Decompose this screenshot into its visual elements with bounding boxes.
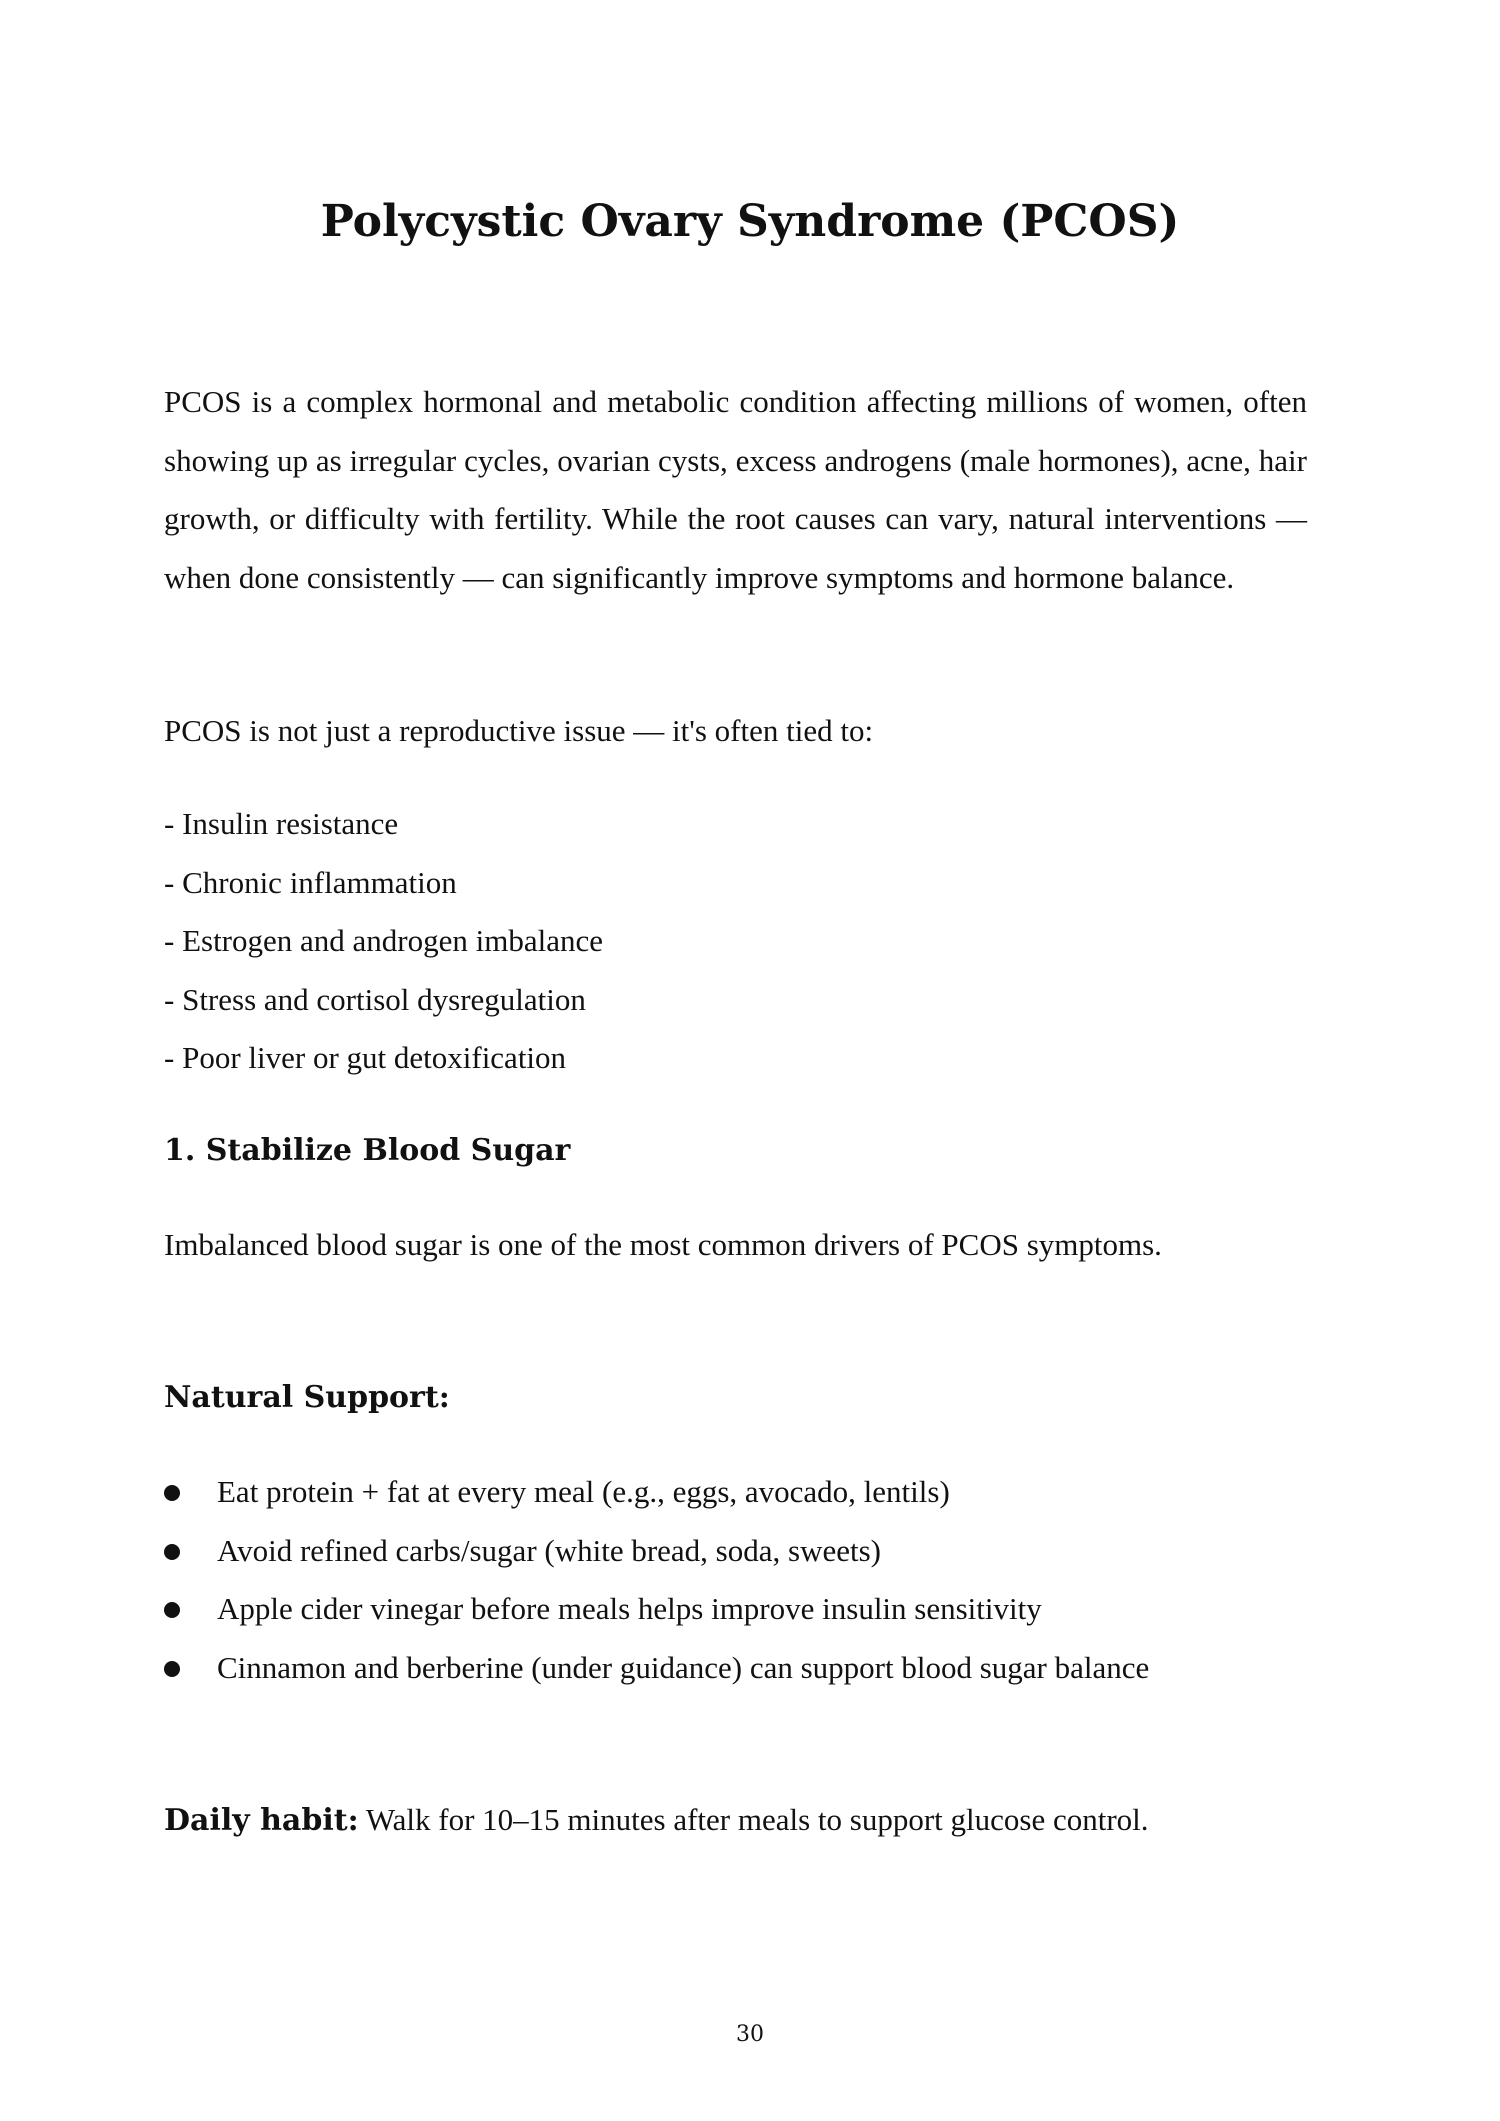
support-heading: Natural Support: — [164, 1380, 450, 1415]
bullet-item — [164, 1463, 1307, 1522]
support-bullet-list — [164, 1463, 1307, 1697]
section-heading: 1. Stabilize Blood Sugar — [164, 1133, 571, 1168]
list-item: - Stress and cortisol dysregulation — [164, 981, 586, 1017]
bullet-item — [164, 1522, 1307, 1581]
list-item: - Insulin resistance — [164, 806, 399, 841]
bullet-dot-icon — [164, 1602, 180, 1618]
bullet-text: Eat protein + fat at every meal (e.g., eggs, avocado, lentils) — [217, 1474, 950, 1509]
bullet-dot-icon — [164, 1544, 180, 1560]
page-title: Polycystic Ovary Syndrome (PCOS) — [320, 196, 1180, 247]
list-item: - Poor liver or gut detoxification — [164, 1040, 567, 1076]
tied-to-list — [164, 795, 1307, 1088]
list-item: - Estrogen and androgen imbalance — [164, 923, 603, 959]
bullet-item — [164, 1639, 1307, 1698]
daily-habit — [164, 1791, 1307, 1851]
daily-habit-text: Walk for 10–15 minutes after meals to support glucose control. — [358, 1802, 1149, 1837]
bullet-text: Avoid refined carbs/sugar (white bread, soda, sweets) — [217, 1532, 881, 1568]
daily-habit-label: Daily habit: — [164, 1803, 359, 1838]
bullet-text: Cinnamon and berberine (under guidance) can support blood sugar balance — [217, 1649, 1150, 1685]
intro-paragraph: PCOS is a complex hormonal and metabolic condition affecting millions of women, often showing up as irregular cycles, ovarian cysts, excess androgens (male hormones), acne, hair growth, or difficulty with fertility. While the root causes can vary, natural interventions — when done consistently — can significantly improve symptoms and hormone balance. — [164, 384, 1307, 595]
bullet-text: Apple cider vinegar before meals helps improve insulin sensitivity — [217, 1591, 1042, 1627]
section-paragraph: Imbalanced blood sugar is one of the most common drivers of PCOS symptoms. — [164, 1227, 1162, 1262]
list-item: - Chronic inflammation — [164, 864, 457, 900]
bullet-dot-icon — [164, 1661, 180, 1677]
tied-to-lead: PCOS is not just a reproductive issue — it's often tied to: — [164, 713, 874, 748]
page-number: 30 — [736, 2022, 764, 2047]
bullet-item — [164, 1580, 1307, 1639]
bullet-dot-icon — [164, 1485, 180, 1501]
